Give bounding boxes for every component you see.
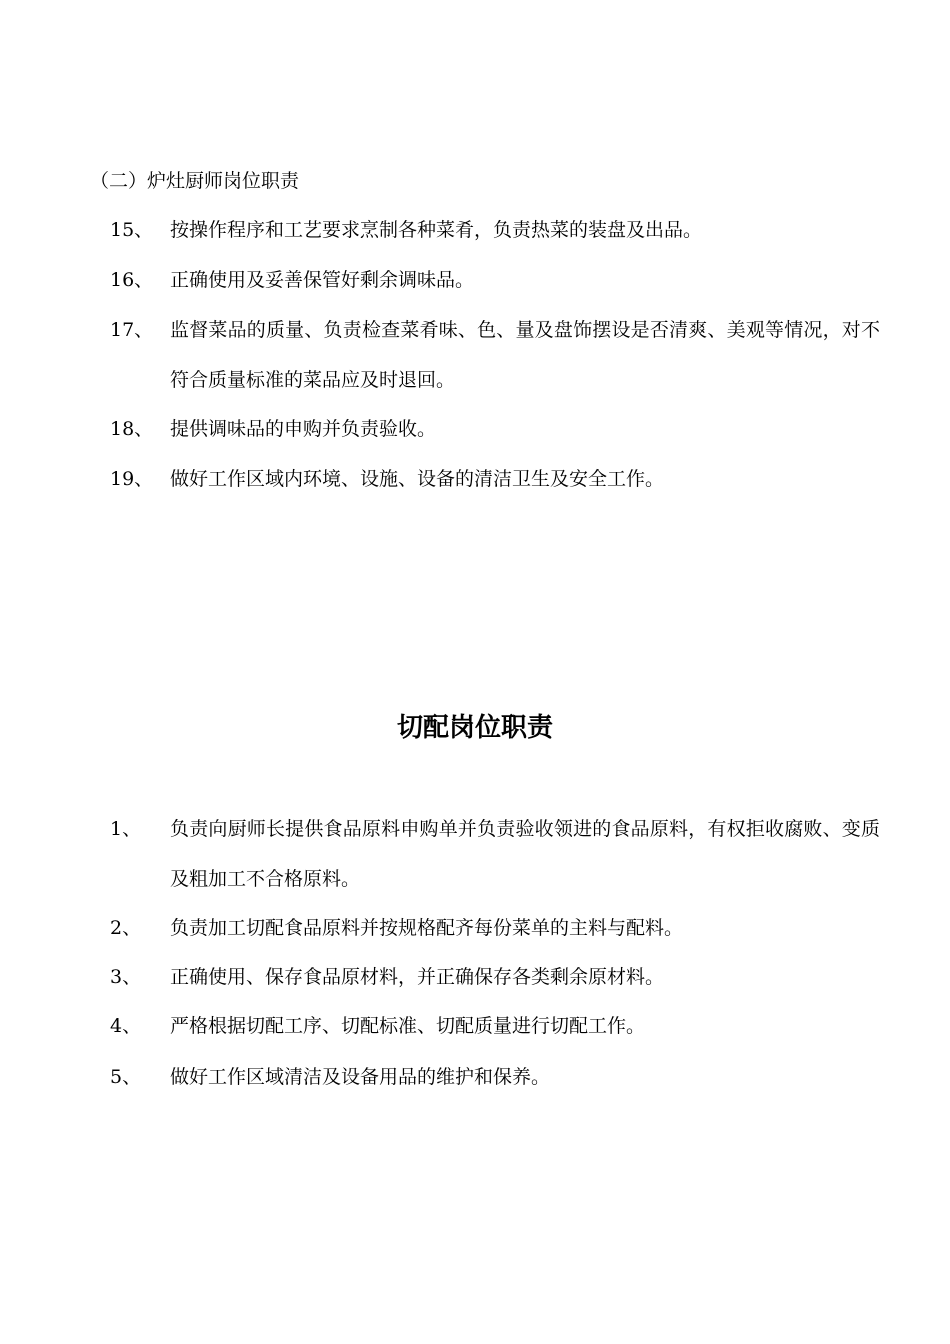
list-item xyxy=(110,404,880,454)
list-item xyxy=(110,255,880,305)
item-number: 19、 xyxy=(110,468,154,490)
section-heading: （二）炉灶厨师岗位职责 xyxy=(90,170,300,192)
item-number: 5、 xyxy=(110,1066,142,1088)
item-number: 15、 xyxy=(110,219,154,241)
item-text: 严格根据切配工序、切配标准、切配质量进行切配工作。 xyxy=(170,1015,646,1037)
item-number: 3、 xyxy=(110,966,142,988)
item-text: 负责向厨师长提供食品原料申购单并负责验收领进的食品原料，有权拒收腐败、变质及粗加工不合格原料。 xyxy=(170,818,880,890)
list-item xyxy=(110,804,880,904)
item-number: 18、 xyxy=(110,418,154,440)
item-text: 正确使用及妥善保管好剩余调味品。 xyxy=(170,269,475,291)
page-title: 切配岗位职责 xyxy=(396,713,553,743)
list-item xyxy=(110,952,880,1002)
item-text: 监督菜品的质量、负责检查菜肴味、色、量及盘饰摆设是否清爽、美观等情况，对不符合质量标准的菜品应及时退回。 xyxy=(170,319,880,391)
item-text: 负责加工切配食品原料并按规格配齐每份菜单的主料与配料。 xyxy=(170,917,684,939)
list-item xyxy=(110,454,880,504)
list-item xyxy=(110,903,880,953)
item-number: 4、 xyxy=(110,1015,142,1037)
item-text: 提供调味品的申购并负责验收。 xyxy=(170,418,437,440)
list-item xyxy=(110,205,880,255)
item-number: 17、 xyxy=(110,319,154,341)
item-text: 按操作程序和工艺要求烹制各种菜肴，负责热菜的装盘及出品。 xyxy=(170,219,703,241)
list-item xyxy=(110,1001,880,1051)
item-text: 正确使用、保存食品原材料，并正确保存各类剩余原材料。 xyxy=(170,966,665,988)
item-text: 做好工作区域清洁及设备用品的维护和保养。 xyxy=(170,1066,551,1088)
item-number: 2、 xyxy=(110,917,142,939)
item-number: 1、 xyxy=(110,818,142,840)
item-number: 16、 xyxy=(110,269,154,291)
item-text: 做好工作区域内环境、设施、设备的清洁卫生及安全工作。 xyxy=(170,468,665,490)
list-item xyxy=(110,305,880,405)
list-item xyxy=(110,1052,880,1102)
